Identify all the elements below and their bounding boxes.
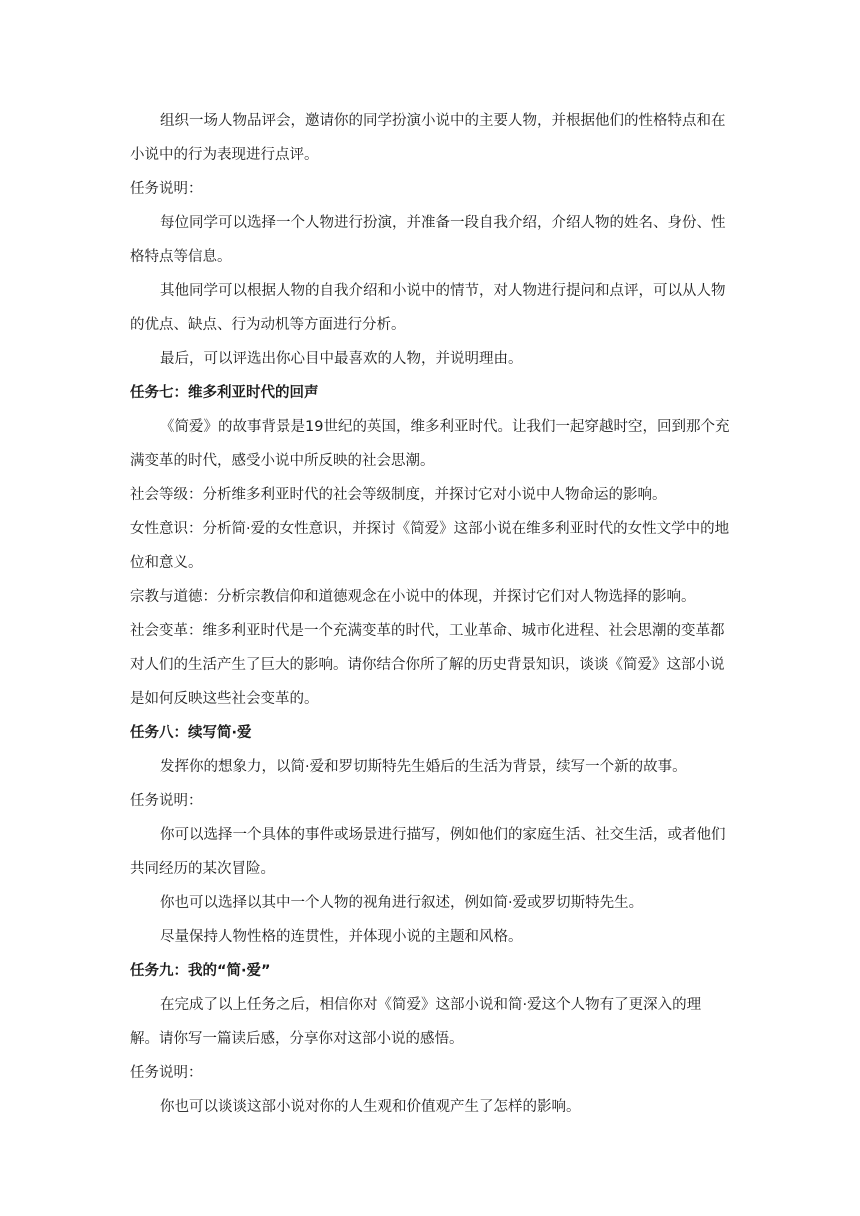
- section-heading-task-9: 任务九：我的“简·爱”: [130, 963, 271, 979]
- paragraph: 社会等级：分析维多利亚时代的社会等级制度，并探讨它对小说中人物命运的影响。: [130, 487, 667, 503]
- paragraph: 组织一场人物品评会，邀请你的同学扮演小说中的主要人物，并根据他们的性格特点和在小说中的行为表现进行点评。: [130, 113, 726, 163]
- paragraph: 宗教与道德：分析宗教信仰和道德观念在小说中的体现，并探讨它们对人物选择的影响。: [130, 589, 696, 605]
- paragraph: 你可以选择一个具体的事件或场景进行描写，例如他们的家庭生活、社交生活，或者他们共同经历的某次冒险。: [130, 827, 726, 877]
- paragraph: 《简爱》的故事背景是19世纪的英国，维多利亚时代。让我们一起穿越时空，回到那个充满变革的时代，感受小说中所反映的社会思潮。: [130, 419, 730, 469]
- paragraph: 社会变革：维多利亚时代是一个充满变革的时代，工业革命、城市化进程、社会思潮的变革都对人们的生活产生了巨大的影响。请你结合你所了解的历史背景知识，谈谈《简爱》这部小说是如何反映这些社会变革的。: [130, 623, 725, 707]
- task-description-label: 任务说明：: [130, 181, 203, 197]
- paragraph: 其他同学可以根据人物的自我介绍和小说中的情节，对人物进行提问和点评，可以从人物的优点、缺点、行为动机等方面进行分析。: [130, 283, 726, 333]
- paragraph: 在完成了以上任务之后，相信你对《简爱》这部小说和简·爱这个人物有了更深入的理解。请你写一篇读后感，分享你对这部小说的感悟。: [130, 997, 702, 1047]
- paragraph: 发挥你的想象力，以简·爱和罗切斯特先生婚后的生活为背景，续写一个新的故事。: [160, 759, 687, 775]
- task-description-label: 任务说明：: [130, 1065, 203, 1081]
- section-heading-task-7: 任务七：维多利亚时代的回声: [130, 385, 319, 401]
- task-description-label: 任务说明：: [130, 793, 203, 809]
- paragraph: 你也可以选择以其中一个人物的视角进行叙述，例如简·爱或罗切斯特先生。: [160, 895, 644, 911]
- section-heading-task-8: 任务八：续写简·爱: [130, 725, 252, 741]
- paragraph: 女性意识：分析简·爱的女性意识，并探讨《简爱》这部小说在维多利亚时代的女性文学中的地位和意义。: [130, 521, 730, 571]
- paragraph: 最后，可以评选出你心目中最喜欢的人物，并说明理由。: [160, 351, 523, 367]
- paragraph: 每位同学可以选择一个人物进行扮演，并准备一段自我介绍，介绍人物的姓名、身份、性格特点等信息。: [130, 215, 726, 265]
- paragraph: 你也可以谈谈这部小说对你的人生观和价值观产生了怎样的影响。: [160, 1099, 581, 1115]
- paragraph: 尽量保持人物性格的连贯性，并体现小说的主题和风格。: [160, 929, 523, 945]
